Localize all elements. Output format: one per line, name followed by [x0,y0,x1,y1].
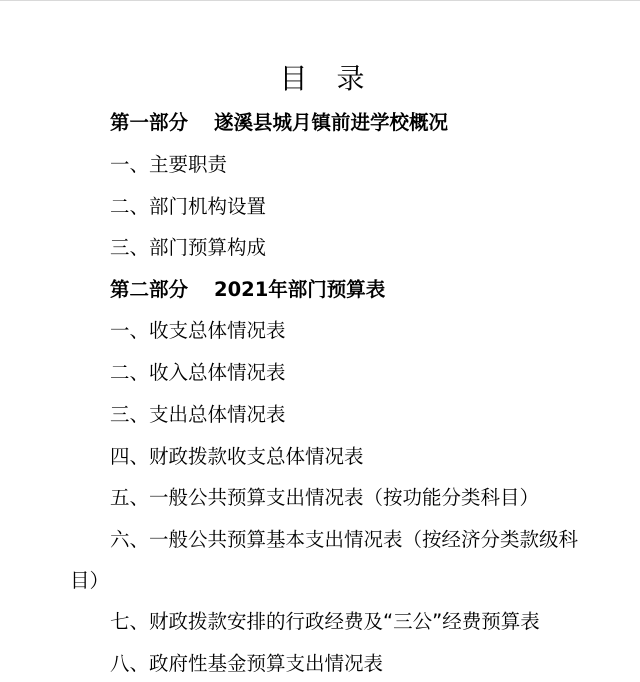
toc-item-2-7[interactable]: 七、财政拨款安排的行政经费及“三公”经费预算表 [110,610,540,633]
toc-item-1-3[interactable]: 三、部门预算构成 [110,236,267,259]
toc-item-2-1[interactable]: 一、收支总体情况表 [110,319,286,342]
toc-item-2-2[interactable]: 二、收入总体情况表 [110,361,286,384]
toc-item-2-6-continued[interactable]: 目） [70,569,110,592]
toc-item-2-8[interactable]: 八、政府性基金预算支出情况表 [110,652,384,675]
part1-name: 遂溪县城月镇前进学校概况 [214,111,449,134]
toc-item-1-1[interactable]: 一、主要职责 [110,153,228,176]
toc-title: 目 录 [279,62,375,95]
toc-item-2-3[interactable]: 三、支出总体情况表 [110,403,286,426]
part1-label: 第一部分 [110,111,189,134]
page-top-border [0,0,640,1]
part2-heading [110,277,385,303]
part1-heading [110,110,448,136]
part2-label: 第二部分 [110,278,189,301]
toc-item-2-5[interactable]: 五、一般公共预算支出情况表（按功能分类科目） [110,486,540,509]
toc-item-2-4[interactable]: 四、财政拨款收支总体情况表 [110,445,364,468]
part2-name: 2021年部门预算表 [214,278,386,301]
toc-item-1-2[interactable]: 二、部门机构设置 [110,195,267,218]
toc-item-2-6[interactable]: 六、一般公共预算基本支出情况表（按经济分类款级科 [110,528,579,551]
